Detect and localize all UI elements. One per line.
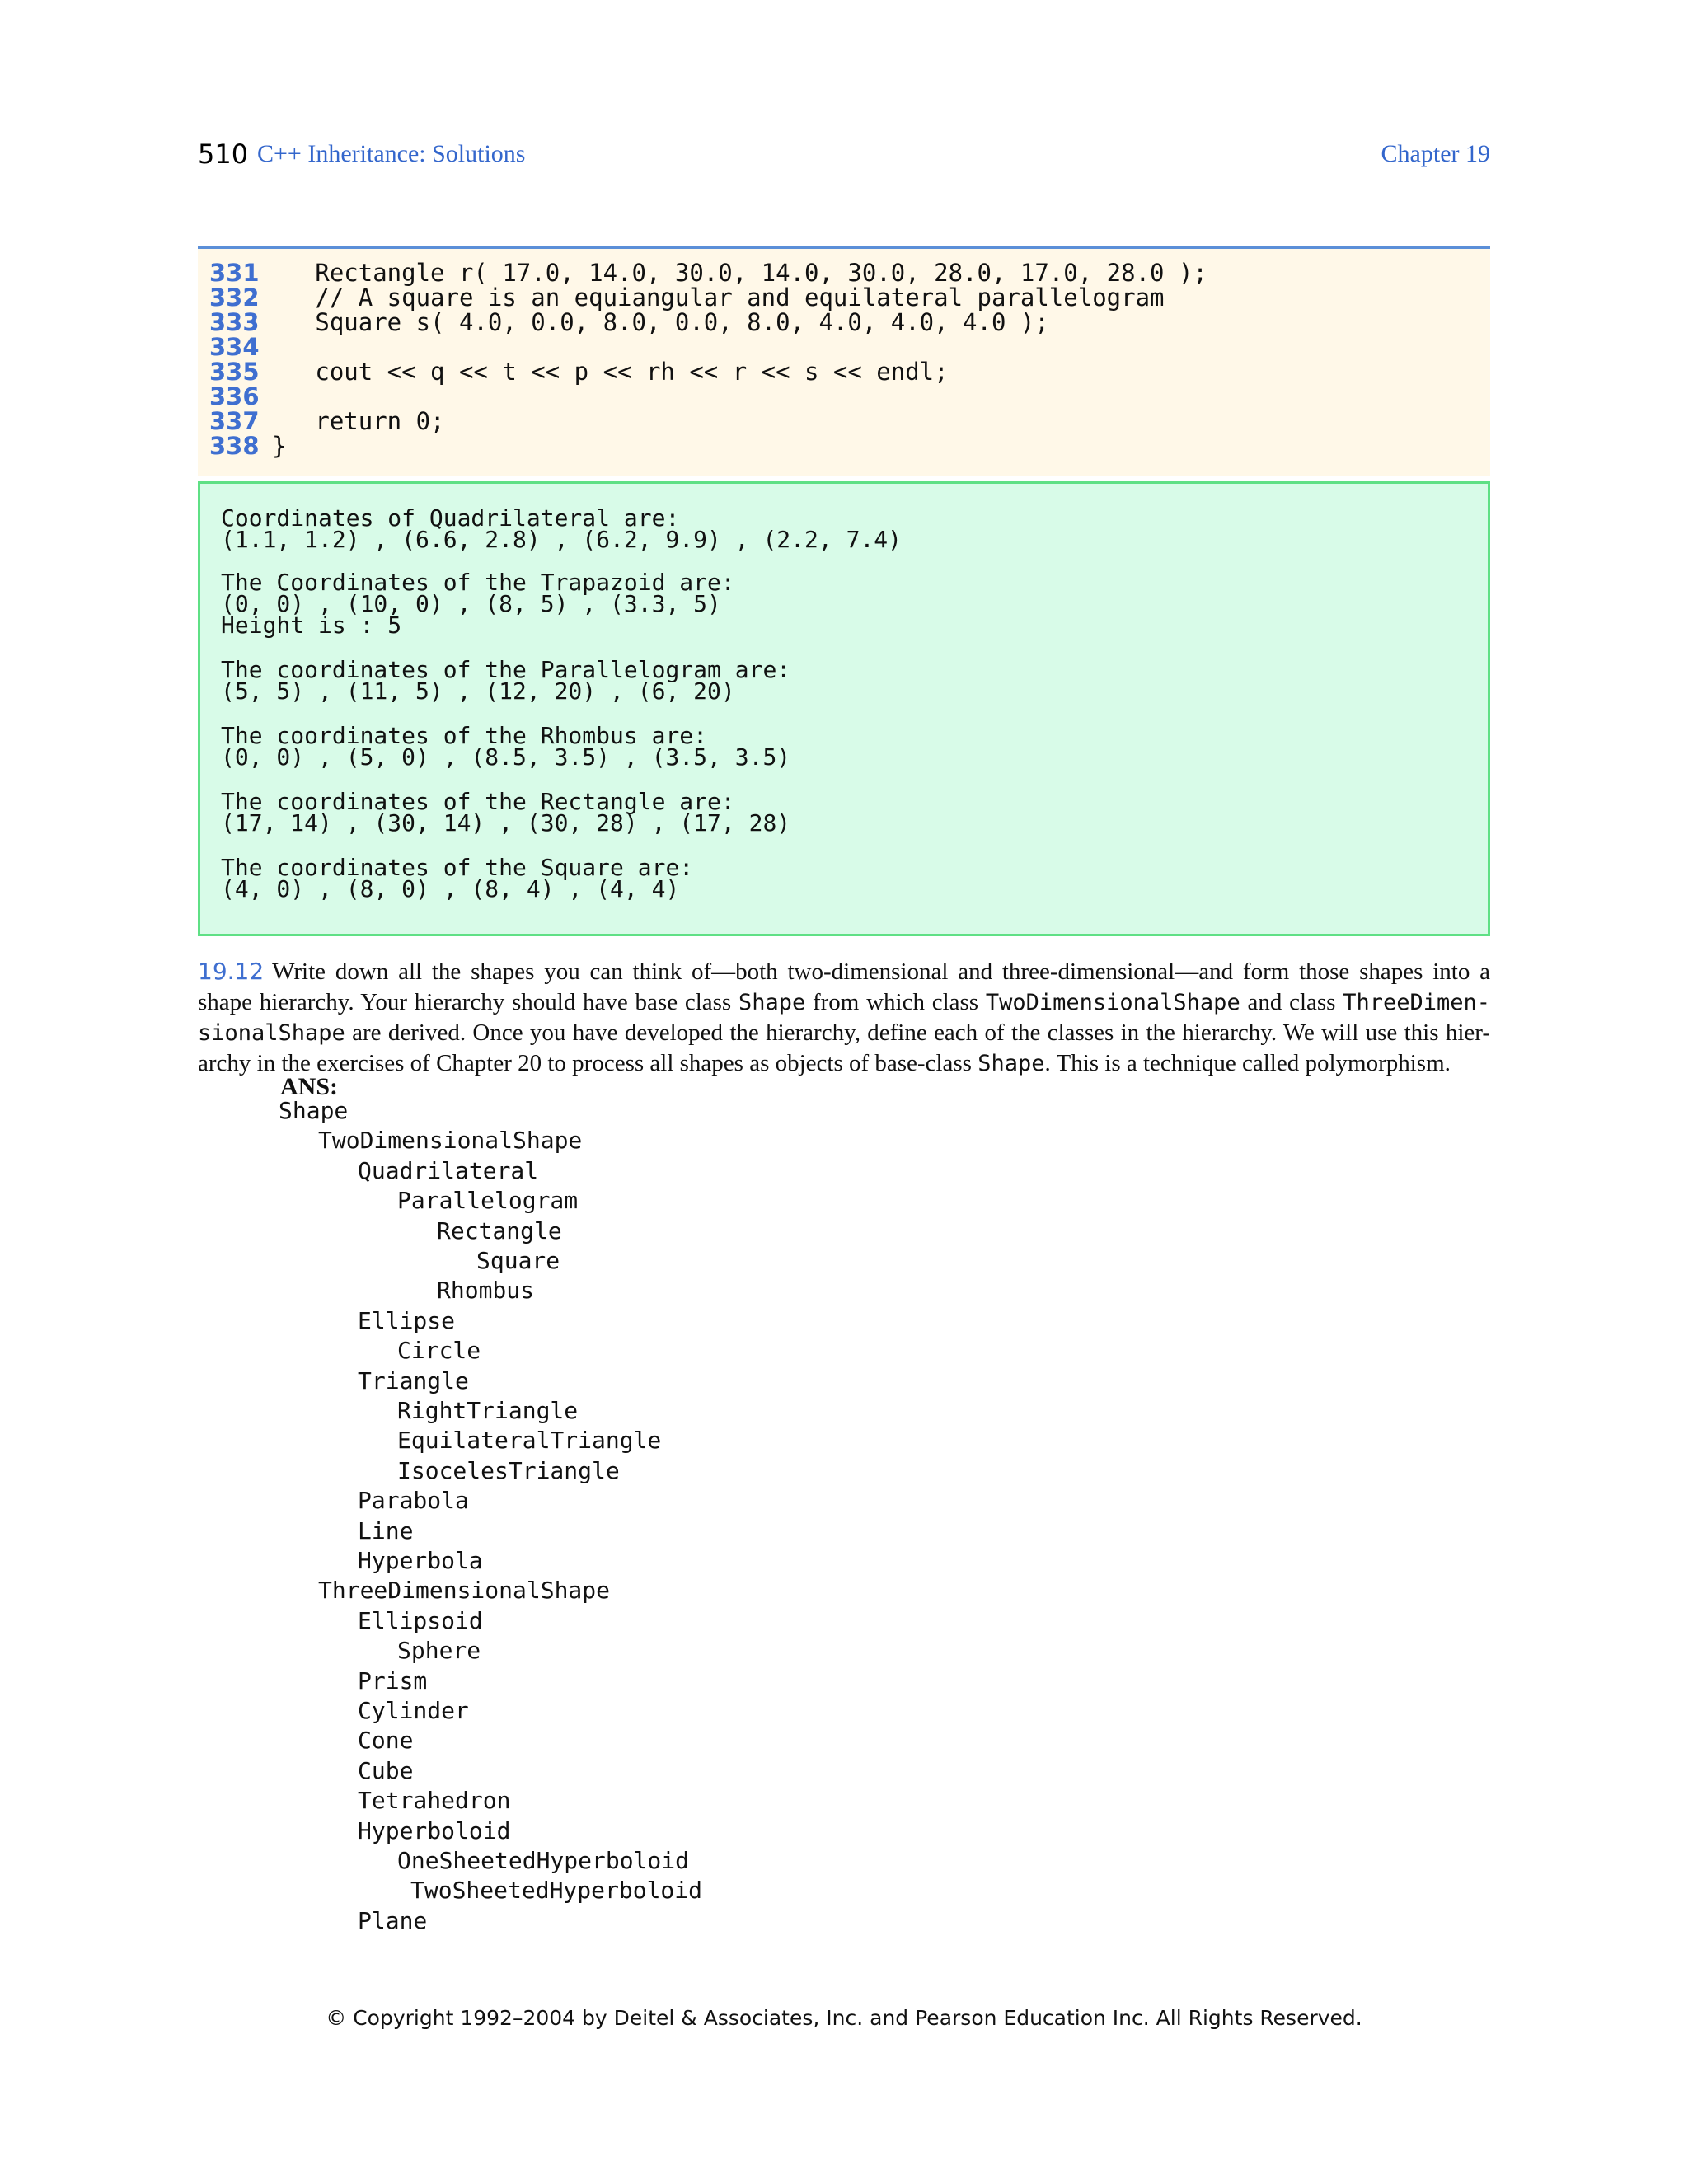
line-number: 334	[209, 333, 260, 361]
exercise-code-shape-2: Shape	[978, 1051, 1045, 1076]
hierarchy-item: Quadrilateral	[358, 1156, 539, 1184]
hierarchy-item: OneSheetedHyperboloid	[397, 1847, 690, 1874]
output-line: The coordinates of the Parallelogram are:	[221, 656, 791, 683]
output-line: (5, 5) , (11, 5) , (12, 20) , (6, 20)	[221, 677, 735, 705]
line-number: 336	[209, 382, 260, 410]
code-line	[198, 409, 1490, 434]
code-line	[198, 260, 1490, 285]
hierarchy-item: Cylinder	[358, 1697, 469, 1724]
code-line	[198, 310, 1490, 335]
code-text: }	[272, 432, 287, 460]
output-line: (0, 0) , (5, 0) , (8.5, 3.5) , (3.5, 3.5)	[221, 743, 791, 771]
page-number: 510	[198, 138, 249, 170]
exercise-text-1: Write down all the shapes you can think of—both two-dimensional and three-dimensional—and form those shapes into a shape hierarchy. Your hierarchy should have base class	[198, 958, 1490, 1015]
program-output	[198, 481, 1490, 936]
hierarchy-item: Square	[476, 1247, 560, 1274]
hierarchy-item: Shape	[279, 1097, 349, 1124]
output-line: (4, 0) , (8, 0) , (8, 4) , (4, 4)	[221, 875, 680, 902]
hierarchy-item: Rhombus	[437, 1277, 535, 1305]
hierarchy-item: Tetrahedron	[358, 1787, 511, 1815]
line-number: 337	[209, 407, 260, 435]
hierarchy-item: ThreeDimensionalShape	[318, 1577, 611, 1605]
output-line: The coordinates of the Rhombus are:	[221, 722, 708, 749]
exercise-19-12	[198, 956, 1490, 1079]
exercise-text-3: and class	[1240, 989, 1343, 1015]
exercise-text-5: . This is a technique called polymorphism.	[1044, 1050, 1451, 1076]
line-number: 331	[209, 259, 260, 287]
output-line: Height is : 5	[221, 612, 402, 639]
code-line	[198, 384, 1490, 409]
chapter-label: Chapter 19	[1381, 140, 1490, 167]
code-listing	[198, 246, 1490, 476]
line-number: 335	[209, 358, 260, 386]
code-text: Square s( 4.0, 0.0, 8.0, 0.0, 8.0, 4.0, 4.0, 4.0 );	[272, 308, 1049, 336]
copyright-footer: © Copyright 1992–2004 by Deitel & Associates, Inc. and Pearson Education Inc. All Rights Reserved.	[326, 2006, 1362, 2030]
exercise-code-shape: Shape	[738, 990, 806, 1015]
hierarchy-item: Hyperbola	[358, 1547, 483, 1574]
page-header	[198, 138, 1490, 180]
line-number: 332	[209, 284, 260, 312]
hierarchy-item: Ellipsoid	[358, 1606, 483, 1634]
output-line: Coordinates of Quadrilateral are:	[221, 504, 680, 532]
exercise-text-4: are derived. Once you have developed the hierarchy, define each of the classes in the hierarchy. We will use this hier-archy in the exercises of Chapter 20 to process all shapes as objects of base-class	[198, 1019, 1490, 1076]
output-line: (0, 0) , (10, 0) , (8, 5) , (3.3, 5)	[221, 590, 721, 617]
code-text: // A square is an equiangular and equilateral parallelogram	[272, 284, 1165, 312]
output-line: (17, 14) , (30, 14) , (30, 28) , (17, 28)	[221, 809, 791, 837]
exercise-code-three-dim: ThreeDimen-sionalShape	[198, 990, 1490, 1046]
output-line: The Coordinates of the Trapazoid are:	[221, 569, 735, 596]
hierarchy-item: Circle	[397, 1337, 481, 1365]
code-line	[198, 335, 1490, 359]
hierarchy-item: TwoSheetedHyperboloid	[410, 1877, 703, 1905]
hierarchy-item: RightTriangle	[397, 1397, 579, 1424]
hierarchy-item: Parallelogram	[397, 1187, 579, 1215]
hierarchy-item: Plane	[358, 1906, 428, 1934]
hierarchy-item: TwoDimensionalShape	[318, 1127, 583, 1155]
exercise-text-2: from which class	[805, 989, 986, 1015]
code-line	[198, 434, 1490, 458]
hierarchy-item: Hyperboloid	[358, 1816, 511, 1844]
exercise-code-two-dim: TwoDimensionalShape	[985, 990, 1240, 1015]
hierarchy-item: EquilateralTriangle	[397, 1427, 662, 1455]
output-line: The coordinates of the Rectangle are:	[221, 788, 735, 815]
hierarchy-item: Prism	[358, 1666, 428, 1694]
output-line: (1.1, 1.2) , (6.6, 2.8) , (6.2, 9.9) , (2.2, 7.4)	[221, 526, 903, 553]
hierarchy-item: Rectangle	[437, 1216, 562, 1244]
code-line	[198, 285, 1490, 310]
line-number: 333	[209, 308, 260, 336]
output-line: The coordinates of the Square are:	[221, 854, 694, 881]
hierarchy-item: Sphere	[397, 1637, 481, 1665]
hierarchy-item: Line	[358, 1516, 414, 1544]
hierarchy-item: Ellipse	[358, 1306, 456, 1334]
hierarchy-item: Cone	[358, 1727, 414, 1755]
code-line	[198, 359, 1490, 384]
hierarchy-item: IsocelesTriangle	[397, 1456, 620, 1484]
answer-label: ANS:	[280, 1073, 339, 1100]
code-text: cout << q << t << p << rh << r << s << endl;	[272, 358, 949, 386]
hierarchy-item: Triangle	[358, 1366, 469, 1394]
exercise-number: 19.12	[198, 958, 265, 985]
code-text: Rectangle r( 17.0, 14.0, 30.0, 14.0, 30.0, 28.0, 17.0, 28.0 );	[272, 259, 1207, 287]
code-text: return 0;	[272, 407, 445, 435]
line-number: 338	[209, 432, 260, 460]
hierarchy-item: Cube	[358, 1756, 414, 1784]
running-title: C++ Inheritance: Solutions	[257, 140, 526, 167]
hierarchy-item: Parabola	[358, 1487, 469, 1515]
